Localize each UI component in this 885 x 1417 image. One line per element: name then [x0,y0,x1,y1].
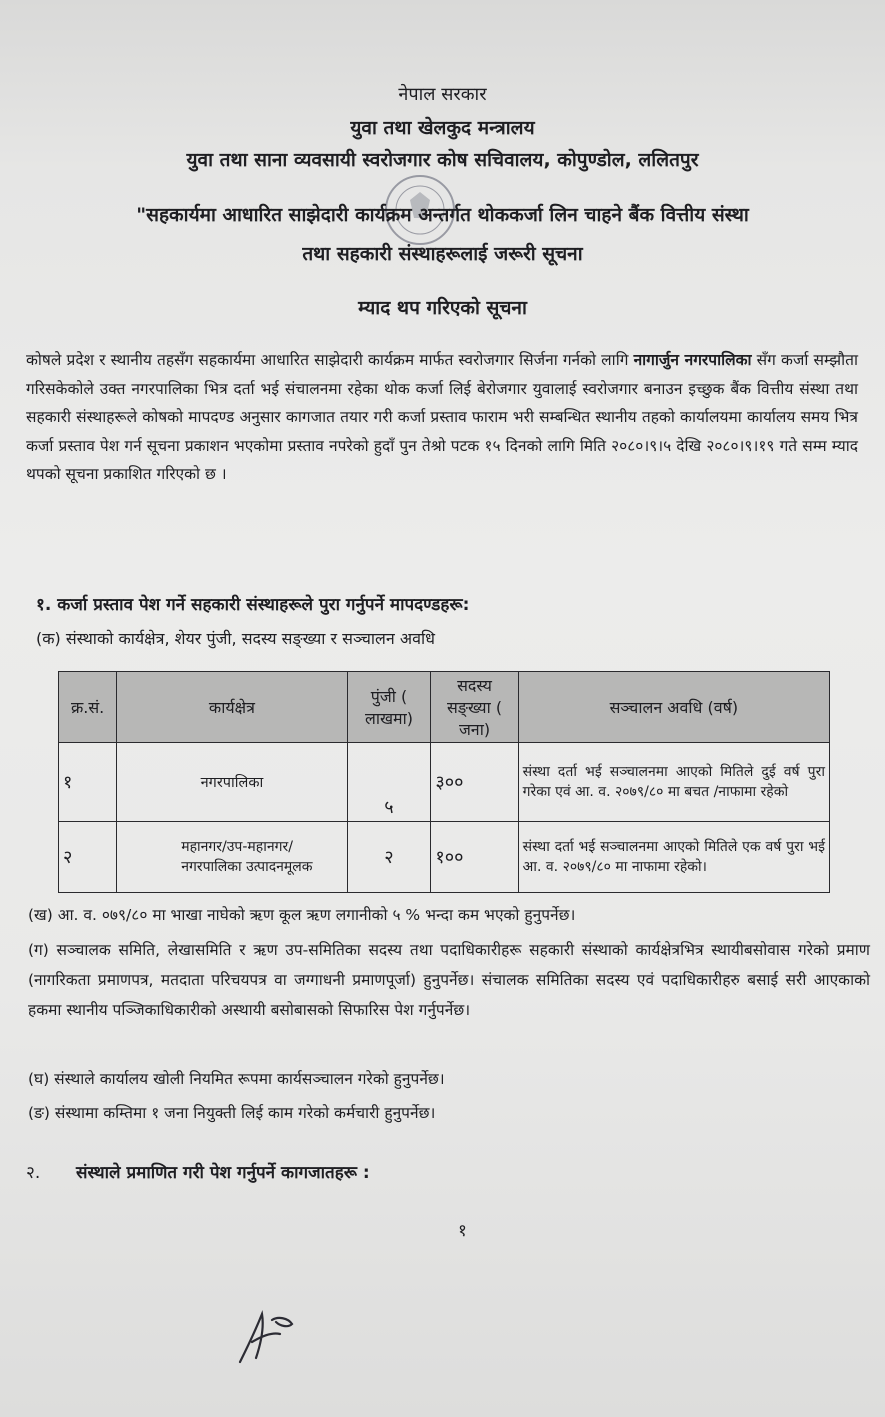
section1-sub-ka: (क) संस्थाको कार्यक्षेत्र, शेयर पुंजी, सदस्य सङ्ख्या र सञ्चालन अवधि [36,629,435,648]
table-row [59,743,830,822]
criteria-table [58,671,830,893]
header-government: नेपाल सरकार [398,84,487,105]
header-secretariat: युवा तथा साना व्यवसायी स्वरोजगार कोष सचिवालय, कोपुण्डोल, ललितपुर [186,149,699,171]
section2-number: २. [26,1163,41,1183]
table-header-row [59,672,830,743]
notice-subtitle: म्याद थप गरिएको सूचना [358,297,527,319]
col-sn: क्र.सं. [59,672,117,743]
cell-capital: ५ [347,743,431,822]
note-gha: (घ) संस्थाले कार्यालय खोली नियमित रूपमा कार्यसञ्चालन गरेको हुनुपर्नेछ। [28,1070,445,1088]
intro-paragraph: कोषले प्रदेश र स्थानीय तहसँग सहकार्यमा आधारित साझेदारी कार्यक्रम मार्फत स्वरोजगार सिर्जना गर्नको लागि नागार्जुन नगरपालिका सँग कर्जा सम्झौता गरिसकेकोले उक्त नगरपालिका भित्र दर्ता भई संचालनमा रहेका थोक कर्जा लिई बेरोजगार युवालाई स्वरोजगार बनाउन इच्छुक बैंक वित्तीय संस्था तथा सहकारी संस्थाहरूले कोषको मापदण्ड अनुसार कागजात तयार गरी कर्जा प्रस्ताव फाराम भरी सम्बन्धित स्थानीय तहको कार्यालयमा कार्यालय समय भित्र कर्जा प्रस्ताव पेश गर्न सूचना प्रकाशन भएकोमा प्रस्ताव नपरेको हुदाँ पुन तेश्रो पटक १५ दिनको लागि मिति २०८०।९।५ देखि २०८०।९।१९ गते सम्म म्याद थपको सूचना प्रकाशित गरिएको छ । [26,351,858,483]
cell-period: संस्था दर्ता भई सञ्चालनमा आएको मितिले एक वर्ष पुरा भई आ. व. २०७९/८० मा नाफामा रहेको। [518,822,829,893]
header-ministry: युवा तथा खेलकुद मन्त्रालय [350,117,535,139]
col-members: सदस्य सङ्ख्या ( जना) [431,672,518,743]
section1-heading: १. कर्जा प्रस्ताव पेश गर्ने सहकारी संस्थाहरूले पुरा गर्नुपर्ने मापदण्डहरू: [36,595,470,615]
municipality-name: नागार्जुन नगरपालिका [633,351,752,369]
cell-members: १०० [431,822,518,893]
note-ga: (ग) सञ्चालक समिति, लेखासमिति र ऋण उप-समितिका सदस्य तथा पदाधिकारीहरू सहकारी संस्थाको कार्यक्षेत्रभित्र स्थायीबसोवास गरेको प्रमाण (नागरिकता प्रमाणपत्र, मतदाता परिचयपत्र वा जग्गाधनी प्रमाणपूर्जा) हुनुपर्नेछ। संचालक समितिका सदस्य एवं पदाधिकारीहरु बसाई सरी आएकाको हकमा स्थानीय पञ्जिकाधिकारीको अस्थायी बसोबासको सिफारिस पेश गर्नुपर्नेछ। [28,941,870,1019]
signature-icon [232,1302,302,1372]
page-number: १ [458,1221,467,1241]
cell-sn: १ [59,743,117,822]
section2-text: संस्थाले प्रमाणित गरी पेश गर्नुपर्ने कागजातहरू : [76,1163,370,1183]
cell-capital: २ [347,822,431,893]
col-capital: पुंजी ( लाखमा) [347,672,431,743]
cell-members: ३०० [431,743,518,822]
notice-title-line2: तथा सहकारी संस्थाहरूलाई जरूरी सूचना [302,243,583,265]
col-period: सञ्चालन अवधि (वर्ष) [518,672,829,743]
note-nga: (ङ) संस्थामा कम्तिमा १ जना नियुक्ती लिई काम गरेको कर्मचारी हुनुपर्नेछ। [28,1104,436,1122]
col-area: कार्यक्षेत्र [117,672,347,743]
cell-area: महानगर/उप-महानगर/नगरपालिका उत्पादनमूलक [117,822,347,893]
section2-heading [26,1160,370,1183]
notice-title-line1: "सहकार्यमा आधारित साझेदारी कार्यक्रम अन्तर्गत थोककर्जा लिन चाहने बैंक वित्तीय संस्था [136,204,749,226]
cell-sn: २ [59,822,117,893]
note-kha: (ख) आ. व. ०७९/८० मा भाखा नाघेको ऋण कूल ऋण लगानीको ५ % भन्दा कम भएको हुनुपर्नेछ। [28,906,576,924]
cell-period: संस्था दर्ता भई सञ्चालनमा आएको मितिले दुई वर्ष पुरा गरेका एवं आ. व. २०७९/८० मा बचत /नाफामा रहेको [518,743,829,822]
table-row [59,822,830,893]
cell-area: नगरपालिका [117,743,347,822]
